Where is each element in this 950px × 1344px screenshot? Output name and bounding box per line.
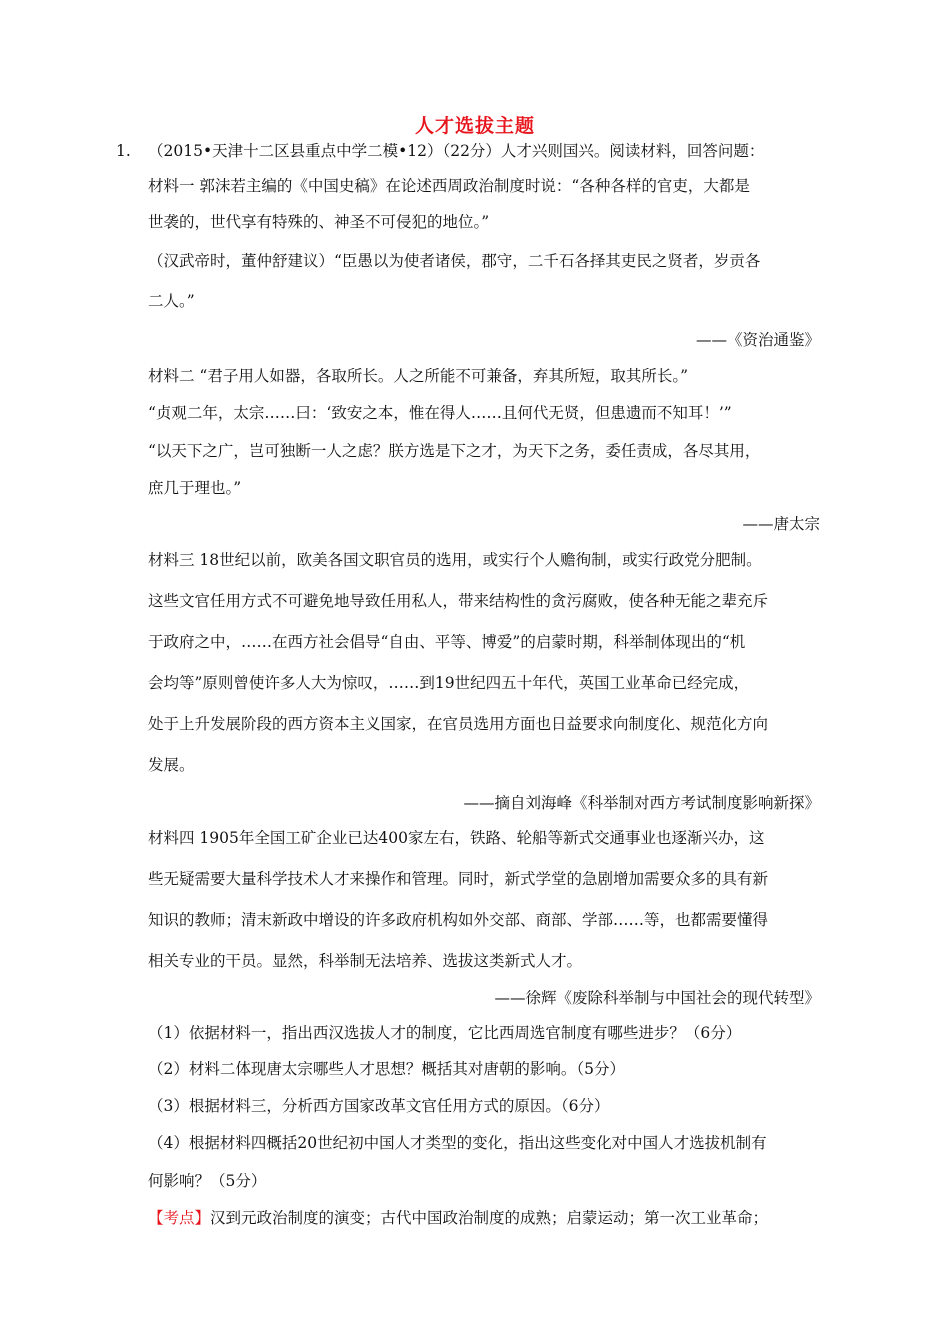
kaodian-text: 汉到元政治制度的演变；古代中国政治制度的成熟；启蒙运动；第一次工业革命； — [210, 1209, 769, 1227]
sub-question: （4）根据材料四概括20世纪初中国人才类型的变化，指出这些变化对中国人才选拔机制有 — [148, 1134, 767, 1152]
material3-line: 会均等”原则曾使许多人大为惊叹，……到19世纪四五十年代，英国工业革命已经完成， — [148, 674, 750, 692]
question-number: 1. — [116, 142, 131, 160]
material1-line: （汉武帝时，董仲舒建议）“臣愚以为使者诸侯，郡守，二千石各择其吏民之贤者，岁贡各 — [148, 252, 761, 270]
material2-line: 庶几于理也。” — [148, 479, 242, 497]
sub-question: （3）根据材料三，分析西方国家改革文官任用方式的原因。（6分） — [148, 1097, 610, 1115]
sub-question: 何影响？（5分） — [148, 1172, 267, 1190]
sub-question: （1）依据材料一，指出西汉选拔人才的制度，它比西周选官制度有哪些进步？（6分） — [148, 1024, 742, 1042]
material1-line: 世袭的，世代享有特殊的、神圣不可侵犯的地位。” — [148, 213, 490, 231]
material1-line: 二人。” — [148, 292, 195, 310]
material3-line: 于政府之中，……在西方社会倡导“自由、平等、博爱”的启蒙时期，科举制体现出的“机 — [148, 633, 746, 651]
material3-line: 发展。 — [148, 756, 195, 774]
material2-line: “以天下之广，岂可独断一人之虑？朕方选是下之才，为天下之务，委任责成，各尽其用， — [148, 442, 761, 460]
material2-line: 材料二 “君子用人如器，各取所长。人之所能不可兼备，弃其所短，取其所长。” — [148, 367, 689, 385]
material1-line: 材料一 郭沫若主编的《中国史稿》在论述西周政治制度时说：“各种各样的官吏，大都是 — [148, 177, 750, 195]
question-header: （2015•天津十二区县重点中学二模•12）（22分）人才兴则国兴。阅读材料，回答问题： — [148, 142, 765, 160]
material3-line: 处于上升发展阶段的西方资本主义国家，在官员选用方面也日益要求向制度化、规范化方向 — [148, 715, 769, 733]
page-title: 人才选拔主题 — [414, 115, 535, 137]
material1-source: ——《资治通鉴》 — [695, 331, 820, 349]
sub-question: （2）材料二体现唐太宗哪些人才思想？概括其对唐朝的影响。（5分） — [148, 1060, 625, 1078]
material4-source: ——徐辉《废除科举制与中国社会的现代转型》 — [494, 989, 820, 1007]
material4-line: 相关专业的干员。显然，科举制无法培养、选拔这类新式人才。 — [148, 952, 583, 970]
kaodian-line — [148, 1208, 768, 1228]
material3-line: 这些文官任用方式不可避免地导致任用私人，带来结构性的贪污腐败，使各种无能之辈充斥 — [148, 592, 769, 610]
material4-line: 材料四 1905年全国工矿企业已达400家左右，铁路、轮船等新式交通事业也逐渐兴办，这 — [148, 829, 765, 847]
material2-source: ——唐太宗 — [742, 515, 820, 533]
material3-source: ——摘自刘海峰《科举制对西方考试制度影响新探》 — [463, 794, 820, 812]
material4-line: 知识的教师；清末新政中增设的许多政府机构如外交部、商部、学部……等，也都需要懂得 — [148, 911, 769, 929]
material4-line: 些无疑需要大量科学技术人才来操作和管理。同时，新式学堂的急剧增加需要众多的具有新 — [148, 870, 769, 888]
material3-line: 材料三 18世纪以前，欧美各国文职官员的选用，或实行个人赡徇制，或实行政党分肥制。 — [148, 551, 762, 569]
kaodian-tag: 【考点】 — [148, 1209, 211, 1227]
material2-line: “贞观二年，太宗……曰：‘致安之本，惟在得人……且何代无贤，但患遗而不知耳！’” — [148, 404, 732, 422]
